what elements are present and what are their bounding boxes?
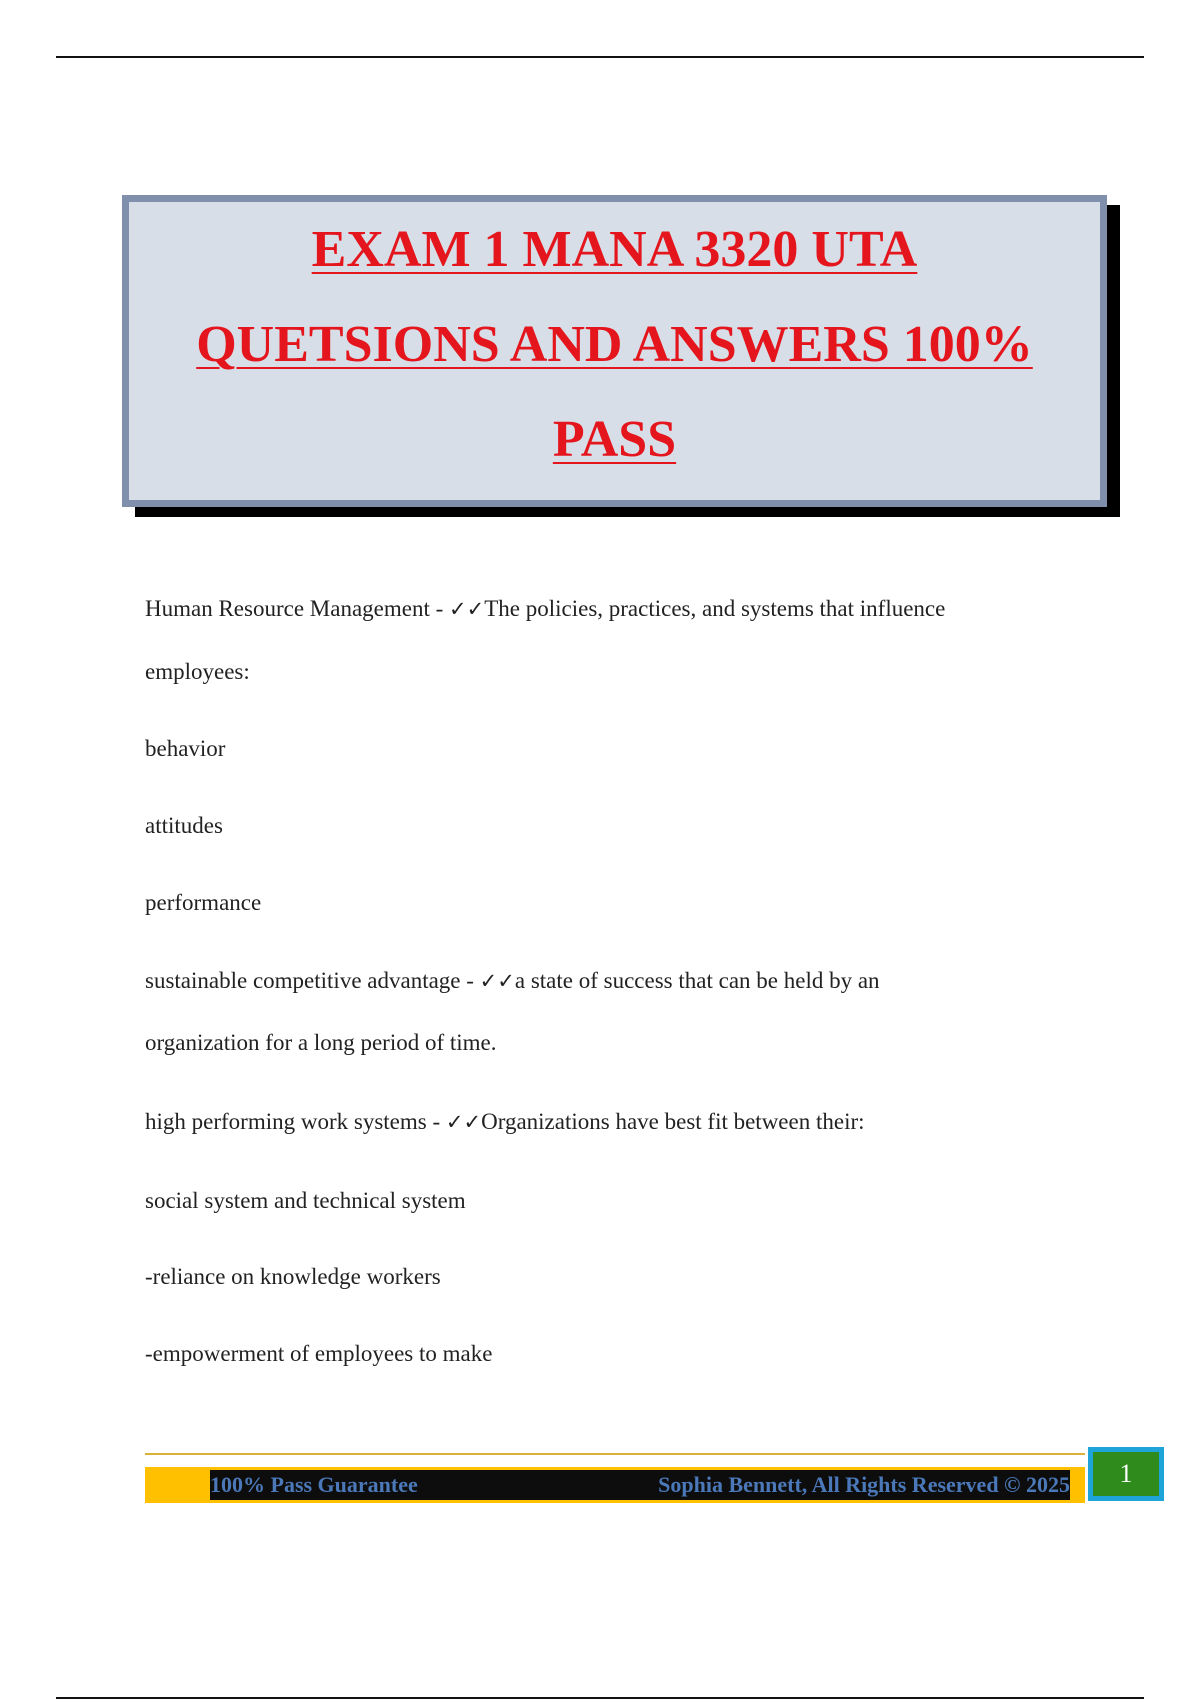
double-check-icon: ✓✓ — [449, 597, 485, 621]
double-check-icon: ✓✓ — [445, 1110, 482, 1134]
entry-definition: a state of success that can be held by an — [514, 968, 880, 993]
footer-rule — [145, 1453, 1085, 1455]
body-line: employees: — [145, 659, 250, 684]
body-line: social system and technical system — [145, 1188, 466, 1213]
entry-hpws — [145, 1109, 865, 1135]
body-line: performance — [145, 890, 262, 915]
entry-term: sustainable competitive advantage - — [145, 968, 480, 993]
entry-hrm — [145, 596, 945, 622]
entry-definition: Organizations have best fit between their: — [481, 1109, 865, 1134]
body-line: attitudes — [145, 813, 223, 838]
body-line: organization for a long period of time. — [145, 1030, 497, 1055]
top-rule — [56, 56, 1144, 58]
double-check-icon: ✓✓ — [479, 969, 515, 993]
body-line: -reliance on knowledge workers — [145, 1264, 441, 1289]
title-line-1: EXAM 1 MANA 3320 UTA — [311, 221, 918, 278]
title-line-2: QUETSIONS AND ANSWERS 100% — [196, 316, 1033, 373]
entry-term: high performing work systems - — [145, 1109, 446, 1134]
entry-definition: The policies, practices, and systems that influence — [484, 596, 946, 621]
body-line: -empowerment of employees to make — [145, 1341, 493, 1366]
title-box — [122, 195, 1107, 507]
page-number: 1 — [1088, 1447, 1164, 1501]
bottom-rule — [56, 1697, 1144, 1699]
body-line: behavior — [145, 736, 226, 761]
entry-term: Human Resource Management - — [145, 596, 450, 621]
footer-copyright-text: Sophia Bennett, All Rights Reserved © 2025 — [658, 1472, 1070, 1497]
title-line-3: PASS — [552, 411, 677, 468]
entry-sca — [145, 968, 880, 994]
footer-guarantee-text: 100% Pass Guarantee — [210, 1472, 418, 1497]
